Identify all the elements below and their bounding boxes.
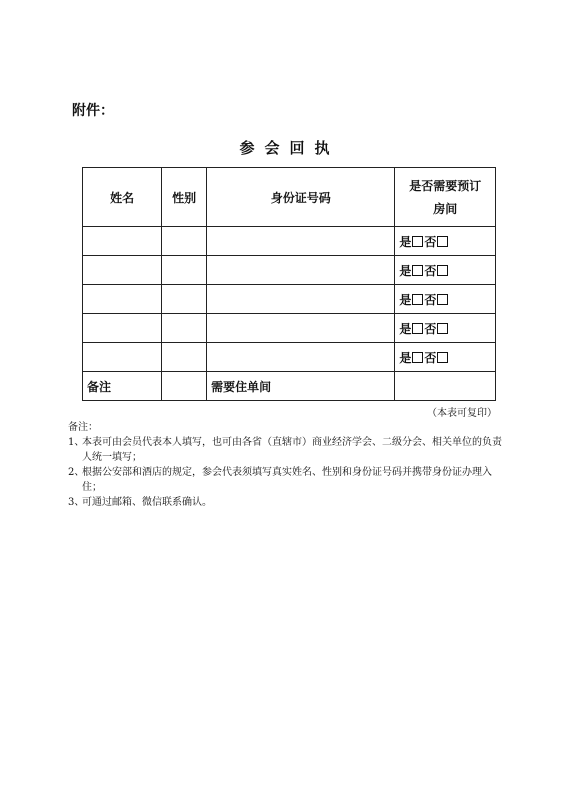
room-booking-cell xyxy=(395,285,496,314)
name-cell[interactable] xyxy=(83,256,162,285)
gender-cell[interactable] xyxy=(162,343,207,372)
id-number-cell[interactable] xyxy=(207,285,395,314)
table-row xyxy=(83,256,496,285)
no-label: 否 xyxy=(424,263,437,278)
notes-section xyxy=(68,420,508,510)
id-number-cell[interactable] xyxy=(207,314,395,343)
name-cell[interactable] xyxy=(83,285,162,314)
gender-cell[interactable] xyxy=(162,285,207,314)
no-checkbox[interactable] xyxy=(437,323,448,334)
notes-heading: 备注： xyxy=(68,422,98,433)
table-row xyxy=(83,285,496,314)
name-cell[interactable] xyxy=(83,314,162,343)
room-booking-cell xyxy=(395,314,496,343)
no-label: 否 xyxy=(424,321,437,336)
no-checkbox[interactable] xyxy=(437,294,448,305)
gender-cell[interactable] xyxy=(162,256,207,285)
no-checkbox[interactable] xyxy=(437,265,448,276)
room-booking-cell xyxy=(395,256,496,285)
id-number-cell[interactable] xyxy=(207,343,395,372)
table-row xyxy=(83,314,496,343)
yes-checkbox[interactable] xyxy=(412,323,423,334)
table-row xyxy=(83,343,496,372)
yes-checkbox[interactable] xyxy=(412,294,423,305)
table-header-row xyxy=(83,168,496,227)
single-room-cell[interactable] xyxy=(395,372,496,401)
gender-cell[interactable] xyxy=(162,314,207,343)
name-cell[interactable] xyxy=(83,343,162,372)
note-text: 根据公安部和酒店的规定，参会代表须填写真实姓名、性别和身份证号码并携带身份证办理入住； xyxy=(82,467,492,493)
no-label: 否 xyxy=(424,350,437,365)
no-label: 否 xyxy=(424,234,437,249)
yes-checkbox[interactable] xyxy=(412,236,423,247)
yes-checkbox[interactable] xyxy=(412,352,423,363)
note-item xyxy=(68,465,508,495)
yes-label: 是 xyxy=(399,292,412,307)
yes-checkbox[interactable] xyxy=(412,265,423,276)
note-text: 本表可由会员代表本人填写，也可由各省（直辖市）商业经济学会、二级分会、相关单位的负责人统一填写； xyxy=(82,437,502,463)
header-gender: 性别 xyxy=(162,168,207,227)
registration-table xyxy=(82,167,496,401)
note-text: 可通过邮箱、微信联系确认。 xyxy=(82,497,212,508)
id-number-cell[interactable] xyxy=(207,256,395,285)
remark-gender-cell[interactable] xyxy=(162,372,207,401)
id-number-cell[interactable] xyxy=(207,227,395,256)
remark-row xyxy=(83,372,496,401)
note-item xyxy=(68,435,508,465)
header-id-number: 身份证号码 xyxy=(207,168,395,227)
yes-label: 是 xyxy=(399,234,412,249)
room-booking-cell xyxy=(395,343,496,372)
note-number: 2、 xyxy=(68,467,85,478)
note-number: 3、 xyxy=(68,497,85,508)
no-checkbox[interactable] xyxy=(437,236,448,247)
header-room-booking xyxy=(395,168,496,227)
attachment-label: 附件： xyxy=(72,103,114,119)
header-name: 姓名 xyxy=(83,168,162,227)
yes-label: 是 xyxy=(399,263,412,278)
note-item xyxy=(68,495,508,510)
note-number: 1、 xyxy=(68,437,85,448)
remark-label: 备注 xyxy=(83,372,162,401)
yes-label: 是 xyxy=(399,350,412,365)
header-room-line1: 是否需要预订 xyxy=(409,179,482,193)
table-body xyxy=(83,227,496,401)
copy-note: （本表可复印） xyxy=(427,408,497,419)
yes-label: 是 xyxy=(399,321,412,336)
header-room-line2: 房间 xyxy=(433,202,458,216)
no-label: 否 xyxy=(424,292,437,307)
form-title: 参会回执 xyxy=(239,139,340,157)
name-cell[interactable] xyxy=(83,227,162,256)
gender-cell[interactable] xyxy=(162,227,207,256)
table-row xyxy=(83,227,496,256)
room-booking-cell xyxy=(395,227,496,256)
no-checkbox[interactable] xyxy=(437,352,448,363)
single-room-label: 需要住单间 xyxy=(207,372,395,401)
